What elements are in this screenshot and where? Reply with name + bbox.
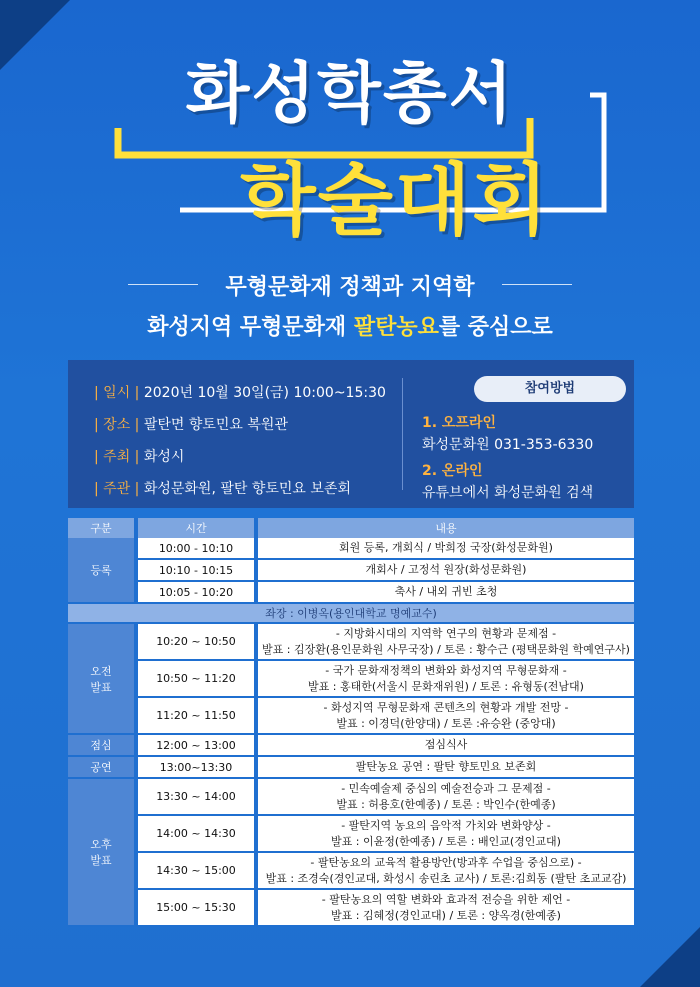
content-cell: 점심식사 <box>254 735 634 757</box>
title-line-2: 학술대회 <box>240 156 550 246</box>
vertical-divider <box>402 378 403 490</box>
group-afternoon: 오후 발표 <box>68 779 134 927</box>
header-content: 내용 <box>254 518 634 538</box>
info-organizer: | 주관 | 화성문화원, 팔탄 향토민요 보존회 <box>94 481 351 497</box>
table-row <box>68 757 634 779</box>
time-cell: 13:00~13:30 <box>134 757 254 779</box>
join-offline-label: 1. 오프라인 <box>422 415 497 431</box>
group-register: 등록 <box>68 538 134 604</box>
participation-method-badge: 참여방법 <box>474 376 626 402</box>
corner-decoration <box>640 927 700 987</box>
group-performance: 공연 <box>68 757 134 779</box>
time-cell: 13:30 ~ 14:00 <box>134 779 254 816</box>
table-row <box>68 560 634 582</box>
schedule-table <box>68 518 634 927</box>
content-cell: - 팔탄농요의 역할 변화와 효과적 전승을 위한 제언 - 발표 : 김혜정(경인교대) / 토론 : 양옥경(한예종) <box>254 890 634 927</box>
content-cell: - 팔탄농요의 교육적 활용방안(방과후 수업을 중심으로) - 발표 : 조경숙(경인교대, 화성시 송린초 교사) / 토론:김희동 (팔탄 초교교감) <box>254 853 634 890</box>
schedule-header-row <box>68 518 634 538</box>
time-cell: 10:10 - 10:15 <box>134 560 254 582</box>
table-row <box>68 779 634 816</box>
content-cell: 축사 / 내외 귀빈 초청 <box>254 582 634 604</box>
time-cell: 15:00 ~ 15:30 <box>134 890 254 927</box>
header-category: 구분 <box>90 522 112 535</box>
subtitle-highlight: 팔탄농요 <box>353 315 439 340</box>
join-offline-value: 화성문화원 031-353-6330 <box>422 437 594 453</box>
time-cell: 12:00 ~ 13:00 <box>134 735 254 757</box>
event-info-panel <box>68 360 634 508</box>
time-cell: 11:20 ~ 11:50 <box>134 698 254 735</box>
subtitle-line-2: 화성지역 무형문화재 팔탄농요를 중심으로 <box>147 315 553 340</box>
info-venue: | 장소 | 팔탄면 향토민요 복원관 <box>94 417 288 433</box>
time-cell: 10:05 - 10:20 <box>134 582 254 604</box>
table-row <box>68 853 634 890</box>
table-row <box>68 735 634 757</box>
table-row <box>68 582 634 604</box>
info-date: | 일시 | 2020년 10월 30일(금) 10:00~15:30 <box>94 385 386 401</box>
table-row <box>68 698 634 735</box>
chair-row: 좌장 : 이병옥(용인대학교 명예교수) <box>68 604 634 624</box>
content-cell: - 지방화시대의 지역학 연구의 현황과 문제점 - 발표 : 김장환(용인문화원 사무국장) / 토론 : 황수근 (평택문화원 학예연구사) <box>254 624 634 661</box>
table-row <box>68 604 634 624</box>
content-cell: - 화성지역 무형문화재 콘텐츠의 현황과 개발 전망 - 발표 : 이경덕(한양대) / 토론 :유승완 (중앙대) <box>254 698 634 735</box>
table-row <box>68 538 634 560</box>
content-cell: - 국가 문화재정책의 변화와 화성지역 무형문화재 - 발표 : 홍태한(서울시 문화재위원) / 토론 : 유형동(전남대) <box>254 661 634 698</box>
group-morning: 오전 발표 <box>68 624 134 735</box>
table-row <box>68 624 634 661</box>
time-cell: 14:00 ~ 14:30 <box>134 816 254 853</box>
join-online-label: 2. 온라인 <box>422 463 483 479</box>
time-cell: 10:50 ~ 11:20 <box>134 661 254 698</box>
header-time: 시간 <box>134 518 254 538</box>
group-lunch: 점심 <box>68 735 134 757</box>
table-row <box>68 816 634 853</box>
join-online-value: 유튜브에서 화성문화원 검색 <box>422 485 594 501</box>
content-cell: - 민속예술제 중심의 예술전승과 그 문제점 - 발표 : 허용호(한예종) / 토론 : 박인수(한예종) <box>254 779 634 816</box>
content-cell: - 팔탄지역 농요의 음악적 가치와 변화양상 - 발표 : 이윤정(한예종) / 토론 : 배인교(경인교대) <box>254 816 634 853</box>
time-cell: 10:20 ~ 10:50 <box>134 624 254 661</box>
content-cell: 회원 등록, 개회식 / 박희정 국장(화성문화원) <box>254 538 634 560</box>
subtitle-line-1: 무형문화재 정책과 지역학 <box>225 275 475 300</box>
content-cell: 팔탄농요 공연 : 팔탄 향토민요 보존회 <box>254 757 634 779</box>
table-row <box>68 890 634 927</box>
time-cell: 14:30 ~ 15:00 <box>134 853 254 890</box>
time-cell: 10:00 - 10:10 <box>134 538 254 560</box>
table-row <box>68 661 634 698</box>
info-host: | 주최 | 화성시 <box>94 449 185 465</box>
title-line-1: 화성학총서 <box>185 55 515 132</box>
content-cell: 개회사 / 고정석 원장(화성문화원) <box>254 560 634 582</box>
